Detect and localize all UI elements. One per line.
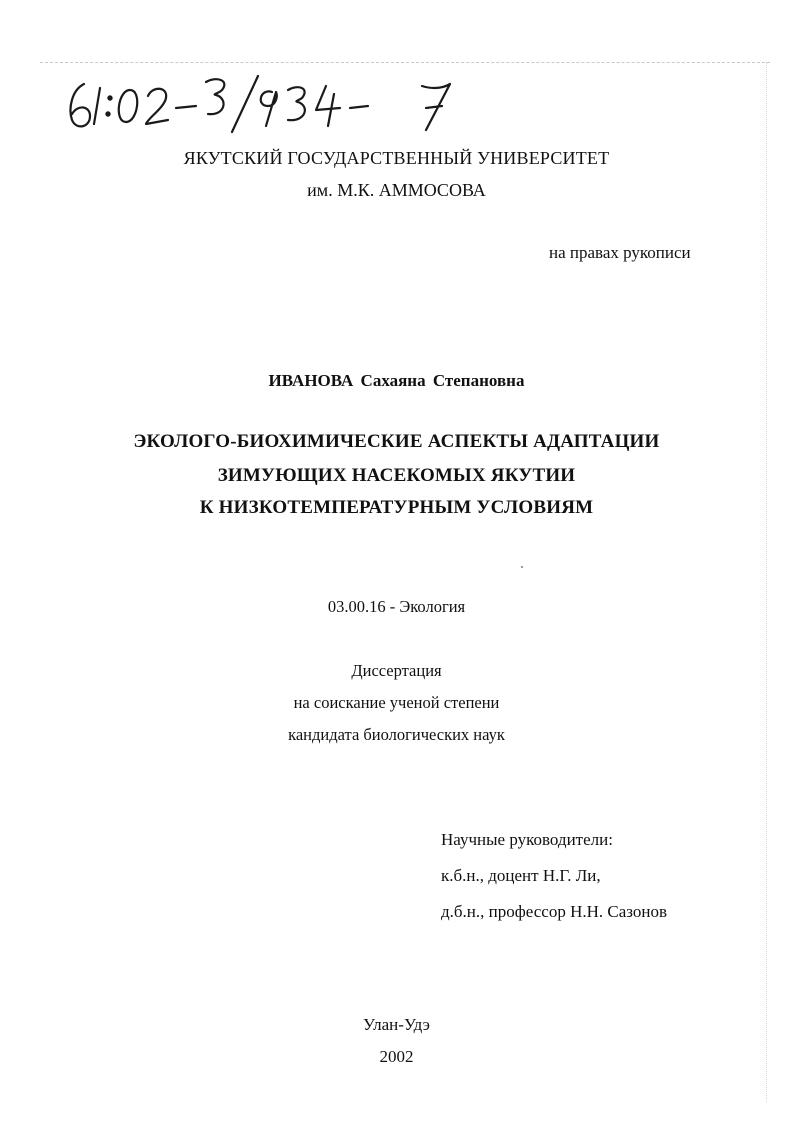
- degree-purpose: на соискание ученой степени: [293, 693, 500, 712]
- city: Улан-Удэ: [363, 1015, 430, 1034]
- thesis-title-line-2: ЗИМУЮЩИХ НАСЕКОМЫХ ЯКУТИИ: [217, 465, 576, 486]
- supervisor-second: д.б.н., профессор Н.Н. Сазонов: [441, 902, 667, 921]
- dissertation-label: Диссертация: [351, 661, 442, 680]
- university-name: ЯКУТСКИЙ ГОСУДАРСТВЕННЫЙ УНИВЕРСИТЕТ: [183, 148, 610, 168]
- scan-border-right: [766, 62, 767, 1102]
- handwritten-registration-number: [62, 68, 482, 138]
- supervisors-heading: Научные руководители:: [441, 830, 613, 849]
- university-named-after: им. М.К. АММОСОВА: [307, 180, 486, 200]
- specialty-code: 03.00.16 - Экология: [327, 597, 466, 616]
- supervisor-first: к.б.н., доцент Н.Г. Ли,: [441, 866, 601, 885]
- author-name: ИВАНОВА Сахаяна Степановна: [268, 371, 525, 390]
- scan-border-top: [40, 62, 770, 63]
- thesis-title-line-3: К НИЗКОТЕМПЕРАТУРНЫМ УСЛОВИЯМ: [199, 497, 594, 518]
- year: 2002: [379, 1047, 414, 1066]
- manuscript-rights-note: на правах рукописи: [549, 243, 691, 262]
- degree-name: кандидата биологических наук: [288, 725, 505, 744]
- thesis-title-line-1: ЭКОЛОГО-БИОХИМИЧЕСКИЕ АСПЕКТЫ АДАПТАЦИИ: [133, 431, 660, 452]
- scan-speck: [521, 566, 523, 568]
- supervisors-block: [441, 822, 667, 930]
